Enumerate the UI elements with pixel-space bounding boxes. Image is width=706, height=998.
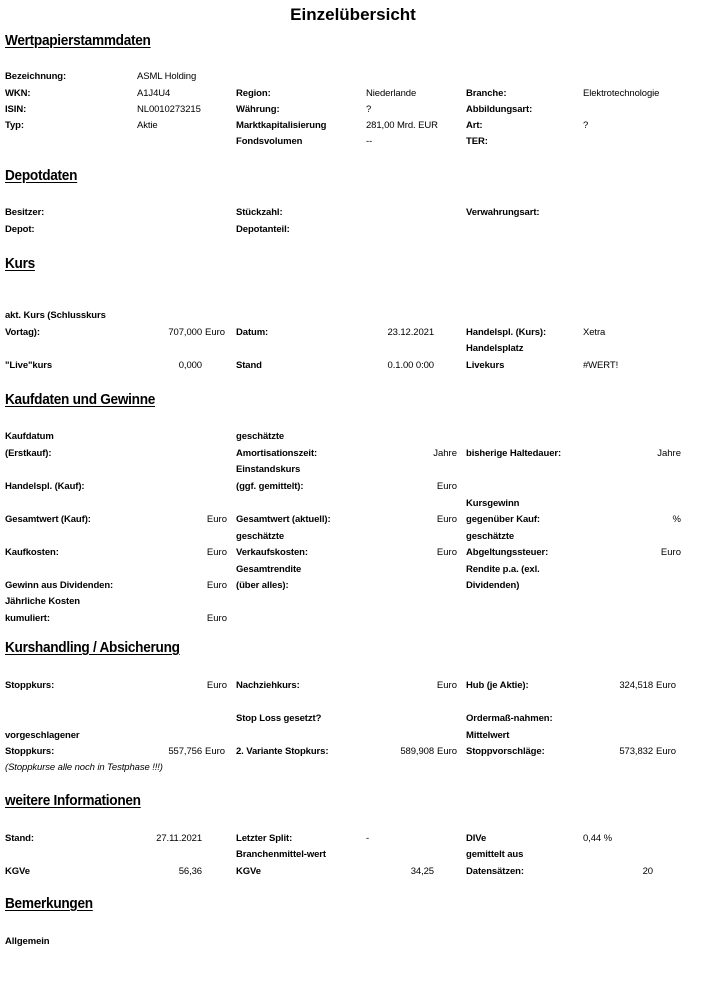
value-livekurs-left: 0,000 (178, 360, 202, 371)
label-stand-weitere: Stand: (5, 833, 34, 844)
unit-stoppkurs: Euro (206, 680, 227, 691)
value-fondsvolumen: -- (366, 136, 373, 147)
unit-hub-je-aktie: Euro (656, 680, 677, 691)
label-wkn: WKN: (5, 88, 31, 99)
label-rendite-pa-line2: Dividenden) (466, 580, 520, 591)
section-heading-kurs: Kurs (5, 256, 35, 272)
section-heading-depotdaten: Depotdaten (5, 168, 78, 184)
label-rendite-pa-line1: Rendite p.a. (exl. (466, 564, 540, 575)
section-heading-bemerkungen: Bemerkungen (5, 896, 93, 912)
label-vorgeschlagener: vorgeschlagener (5, 730, 80, 741)
unit-bisherige-haltedauer: Jahre (657, 448, 681, 459)
label-verwahrungsart: Verwahrungsart: (466, 207, 540, 218)
value-kgve: 56,36 (178, 866, 202, 877)
label-akt-kurs-line1: akt. Kurs (Schlusskurs (5, 310, 106, 321)
label-einstandskurs: Einstandskurs (236, 464, 301, 475)
label-art: Art: (466, 120, 483, 131)
label-typ: Typ: (5, 120, 24, 131)
unit-nachziehkurs: Euro (436, 680, 457, 691)
label-jaehrliche-kosten-line2: kumuliert: (5, 613, 50, 624)
value-livekurs: #WERT! (583, 360, 619, 371)
label-allgemein: Allgemein (5, 936, 50, 947)
note-testphase: (Stoppkurse alle noch in Testphase !!!) (5, 762, 163, 773)
unit-vorgeschlagener-stoppkurs: Euro (205, 746, 226, 757)
unit-gesamtwert-aktuell: Euro (436, 514, 457, 525)
value-akt-kurs: 707,000 (168, 327, 202, 338)
label-branchenmittelwert: Branchenmittel-wert (236, 849, 326, 860)
label-ggf-gemittelt: (ggf. gemittelt): (236, 481, 304, 492)
value-branche: Elektrotechnologie (583, 88, 660, 99)
label-kaufkosten: Kaufkosten: (5, 547, 59, 558)
label-region: Region: (236, 88, 271, 99)
value-dive: 0,44 % (583, 833, 612, 844)
value-wkn: A1J4U4 (137, 88, 171, 99)
unit-gegenueber-kauf: % (672, 514, 681, 525)
label-depot: Depot: (5, 224, 35, 235)
value-region: Niederlande (366, 88, 417, 99)
label-handelsplatz-kauf: Handelspl. (Kauf): (5, 481, 85, 492)
unit-verkaufskosten: Euro (436, 547, 457, 558)
label-bisherige-haltedauer: bisherige Haltedauer: (466, 448, 562, 459)
label-branche: Branche: (466, 88, 507, 99)
unit-kaufkosten: Euro (206, 547, 227, 558)
label-hub-je-aktie: Hub (je Aktie): (466, 680, 529, 691)
label-amortisationszeit: Amortisationszeit: (236, 448, 318, 459)
value-letzter-split: - (366, 833, 370, 844)
label-gewinn-dividenden: Gewinn aus Dividenden: (5, 580, 114, 591)
label-vorgeschlagener-stoppkurs: Stoppkurs: (5, 746, 55, 757)
label-gesamtrendite: Gesamtrendite (236, 564, 302, 575)
unit-jaehrliche-kosten: Euro (206, 613, 227, 624)
section-heading-kurshandling: Kurshandling / Absicherung (5, 640, 180, 656)
value-art: ? (583, 120, 589, 131)
unit-variante2-stopkurs: Euro (437, 746, 458, 757)
label-kgve-branche: KGVe (236, 866, 261, 877)
value-kgve-branche: 34,25 (410, 866, 434, 877)
unit-gewinn-dividenden: Euro (206, 580, 227, 591)
label-kgve: KGVe (5, 866, 30, 877)
label-letzter-split: Letzter Split: (236, 833, 293, 844)
label-abbildungsart: Abbildungsart: (466, 104, 533, 115)
label-geschaetzte-abgeltungssteuer: geschätzte (466, 531, 515, 542)
value-variante2-stopkurs: 589,908 (400, 746, 434, 757)
value-vorgeschlagener-stoppkurs: 557,756 (168, 746, 202, 757)
value-isin: NL0010273215 (137, 104, 201, 115)
label-ordermassnahmen: Ordermaß-nahmen: (466, 713, 553, 724)
label-abgeltungssteuer: Abgeltungssteuer: (466, 547, 549, 558)
value-marktkapitalisierung: 281,00 Mrd. EUR (366, 120, 438, 131)
label-ter: TER: (466, 136, 488, 147)
label-jaehrliche-kosten-line1: Jährliche Kosten (5, 596, 80, 607)
value-bezeichnung: ASML Holding (137, 71, 197, 82)
label-marktkapitalisierung: Marktkapitalisierung (236, 120, 327, 131)
label-gegenueber-kauf: gegenüber Kauf: (466, 514, 540, 525)
unit-akt-kurs: Euro (205, 327, 226, 338)
label-fondsvolumen: Fondsvolumen (236, 136, 303, 147)
label-isin: ISIN: (5, 104, 27, 115)
label-datum: Datum: (236, 327, 269, 338)
label-stoppvorschlaege: Stoppvorschläge: (466, 746, 545, 757)
unit-abgeltungssteuer: Euro (660, 547, 681, 558)
label-gesamtwert-aktuell: Gesamtwert (aktuell): (236, 514, 331, 525)
value-waehrung: ? (366, 104, 372, 115)
label-besitzer: Besitzer: (5, 207, 45, 218)
label-livekurs: Livekurs (466, 360, 505, 371)
label-stueckzahl: Stückzahl: (236, 207, 283, 218)
label-kaufdatum-line2: (Erstkauf): (5, 448, 52, 459)
label-mittelwert: Mittelwert (466, 730, 510, 741)
label-livekurs-left: "Live"kurs (5, 360, 53, 371)
value-hub-je-aktie: 324,518 (619, 680, 653, 691)
unit-gesamtwert-kauf: Euro (206, 514, 227, 525)
value-datensaetzen: 20 (642, 866, 653, 877)
label-bezeichnung: Bezeichnung: (5, 71, 67, 82)
value-handelsplatz-kurs: Xetra (583, 327, 606, 338)
label-stop-loss-gesetzt: Stop Loss gesetzt? (236, 713, 322, 724)
label-depotanteil: Depotanteil: (236, 224, 290, 235)
label-handelsplatz-kurs: Handelspl. (Kurs): (466, 327, 547, 338)
label-ueber-alles: (über alles): (236, 580, 289, 591)
label-waehrung: Währung: (236, 104, 280, 115)
label-akt-kurs-line2: Vortag): (5, 327, 40, 338)
page-title: Einzelübersicht (290, 5, 416, 24)
section-heading-weitere-informationen: weitere Informationen (5, 793, 141, 809)
label-geschaetzte-amortisation: geschätzte (236, 431, 285, 442)
value-stoppvorschlaege: 573,832 (619, 746, 653, 757)
label-gemittelt-aus: gemittelt aus (466, 849, 524, 860)
label-variante2-stopkurs: 2. Variante Stopkurs: (236, 746, 329, 757)
value-datum: 23.12.2021 (387, 327, 434, 338)
label-stand-kurs: Stand (236, 360, 262, 371)
unit-stoppvorschlaege: Euro (656, 746, 677, 757)
label-gesamtwert-kauf: Gesamtwert (Kauf): (5, 514, 91, 525)
unit-amortisationszeit: Jahre (433, 448, 457, 459)
label-stoppkurs: Stoppkurs: (5, 680, 55, 691)
section-heading-stammdaten: Wertpapierstammdaten (5, 33, 151, 49)
value-stand-weitere: 27.11.2021 (156, 833, 202, 844)
label-kaufdatum-line1: Kaufdatum (5, 431, 54, 442)
unit-ggf-gemittelt: Euro (436, 481, 457, 492)
label-verkaufskosten: Verkaufskosten: (236, 547, 308, 558)
label-nachziehkurs: Nachziehkurs: (236, 680, 300, 691)
value-stand-kurs: 0.1.00 0:00 (387, 360, 434, 371)
label-dive: DIVe (466, 833, 487, 844)
section-heading-kaufdaten: Kaufdaten und Gewinne (5, 392, 156, 408)
label-handelsplatz: Handelsplatz (466, 343, 524, 354)
label-datensaetzen: Datensätzen: (466, 866, 524, 877)
label-kursgewinn: Kursgewinn (466, 498, 520, 509)
value-typ: Aktie (137, 120, 158, 131)
label-geschaetzte-verkaufskosten: geschätzte (236, 531, 285, 542)
